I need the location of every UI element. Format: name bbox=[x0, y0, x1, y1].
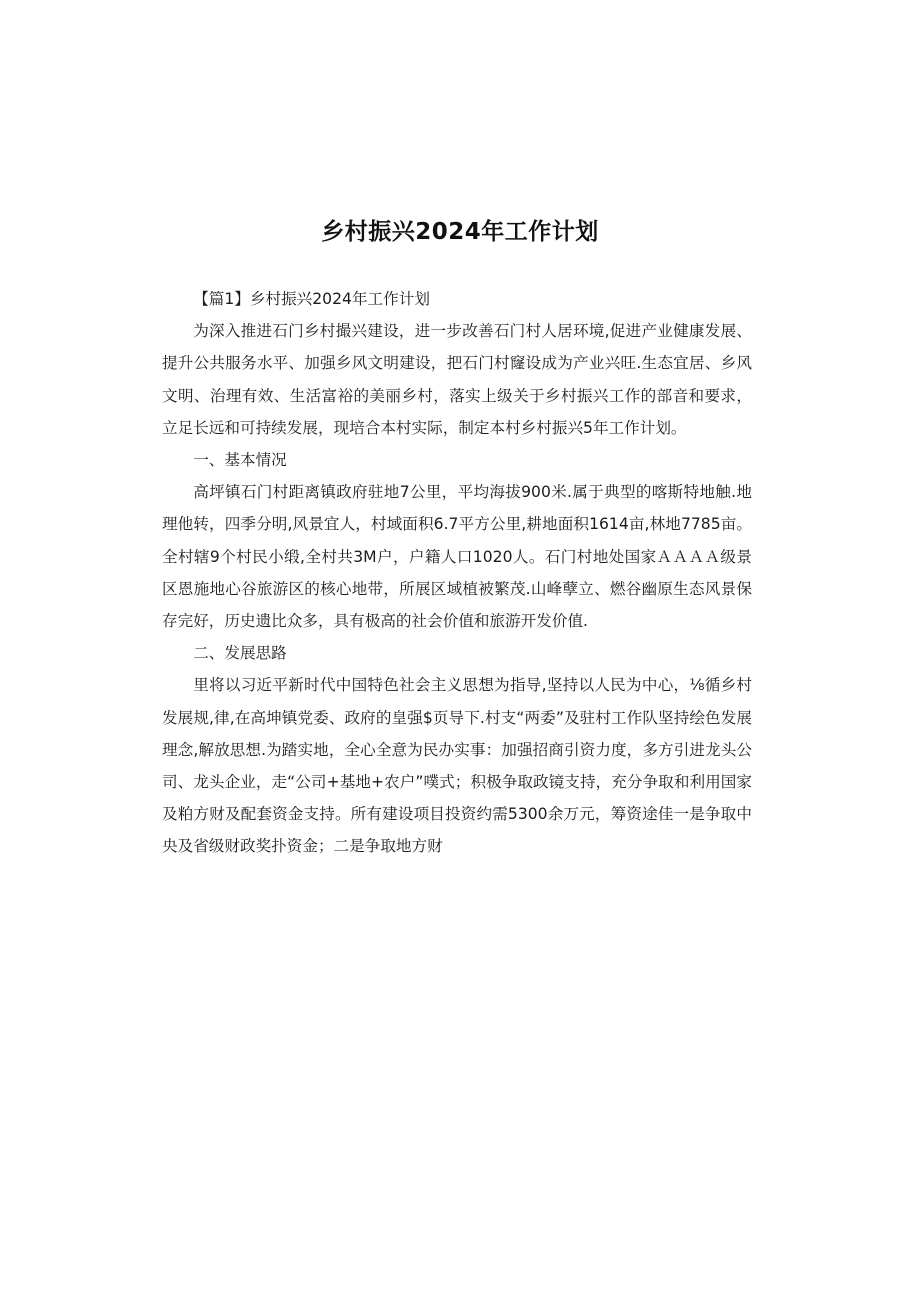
heading-development-ideas: 二、发展思路 bbox=[193, 644, 287, 663]
basic-situation-paragraph: 高坪镇石门村距离镇政府驻地7公里，平均海拔900米.属于典型的喀斯特地触.地理他转，四季分明,风景宜人，村域面积6.7平方公里,耕地面积1614亩,林地7785亩。全村辖9个村民小缎,全村共3M户，户籍人口1020人。石门村地处国家ＡＡＡＡ级景区恩施地心谷旅游区的核心地带，所展区域植被繁茂.山峰孽立、燃谷幽原生态风景保存完好，历史遗比众多，具有极高的社会价值和旅游开发价值. bbox=[162, 483, 752, 631]
intro-paragraph: 为深入推进石门乡村撮兴建设，进一步改善石门村人居环境,促进产业健康发展、提升公共服务水平、加强乡风文明建设，把石门村窿设成为产业兴旺.生态宜居、乡风文明、治理有效、生活富裕的美丽乡村，落实上级关于乡村振兴工作的部音和要求，立足长远和可持续发展，现培合本村实际，制定本村乡村振兴5年工作计划。 bbox=[162, 322, 752, 437]
document-body bbox=[162, 283, 752, 863]
heading-basic-situation: 一、基本情况 bbox=[193, 451, 287, 470]
section-label: 【篇1】乡村振兴2024年工作计划 bbox=[193, 290, 430, 308]
development-ideas-paragraph: 里将以习近平新时代中国特色社会主义思想为指导,坚持以人民为中心，⅛循乡村发展规,律,在高坤镇党委、政府的皇强$页导下.村支“两委”及驻村工作队坚持绘色发展理念,解放思想.为踏实地，全心全意为民办实事：加强招商引资力度，多方引进龙头公司、龙头企业，走“公司+基地+农户”噗式；积极争取政镜支持，充分争取和利用国家及粕方财及配套资金支持。所有建设项目投资约需5300余万元，筹资途佳一是争取中央及省级财政奖扑资金；二是争取地方财 bbox=[162, 676, 752, 856]
document-title: 乡村振兴2024年工作计划 bbox=[321, 219, 599, 245]
